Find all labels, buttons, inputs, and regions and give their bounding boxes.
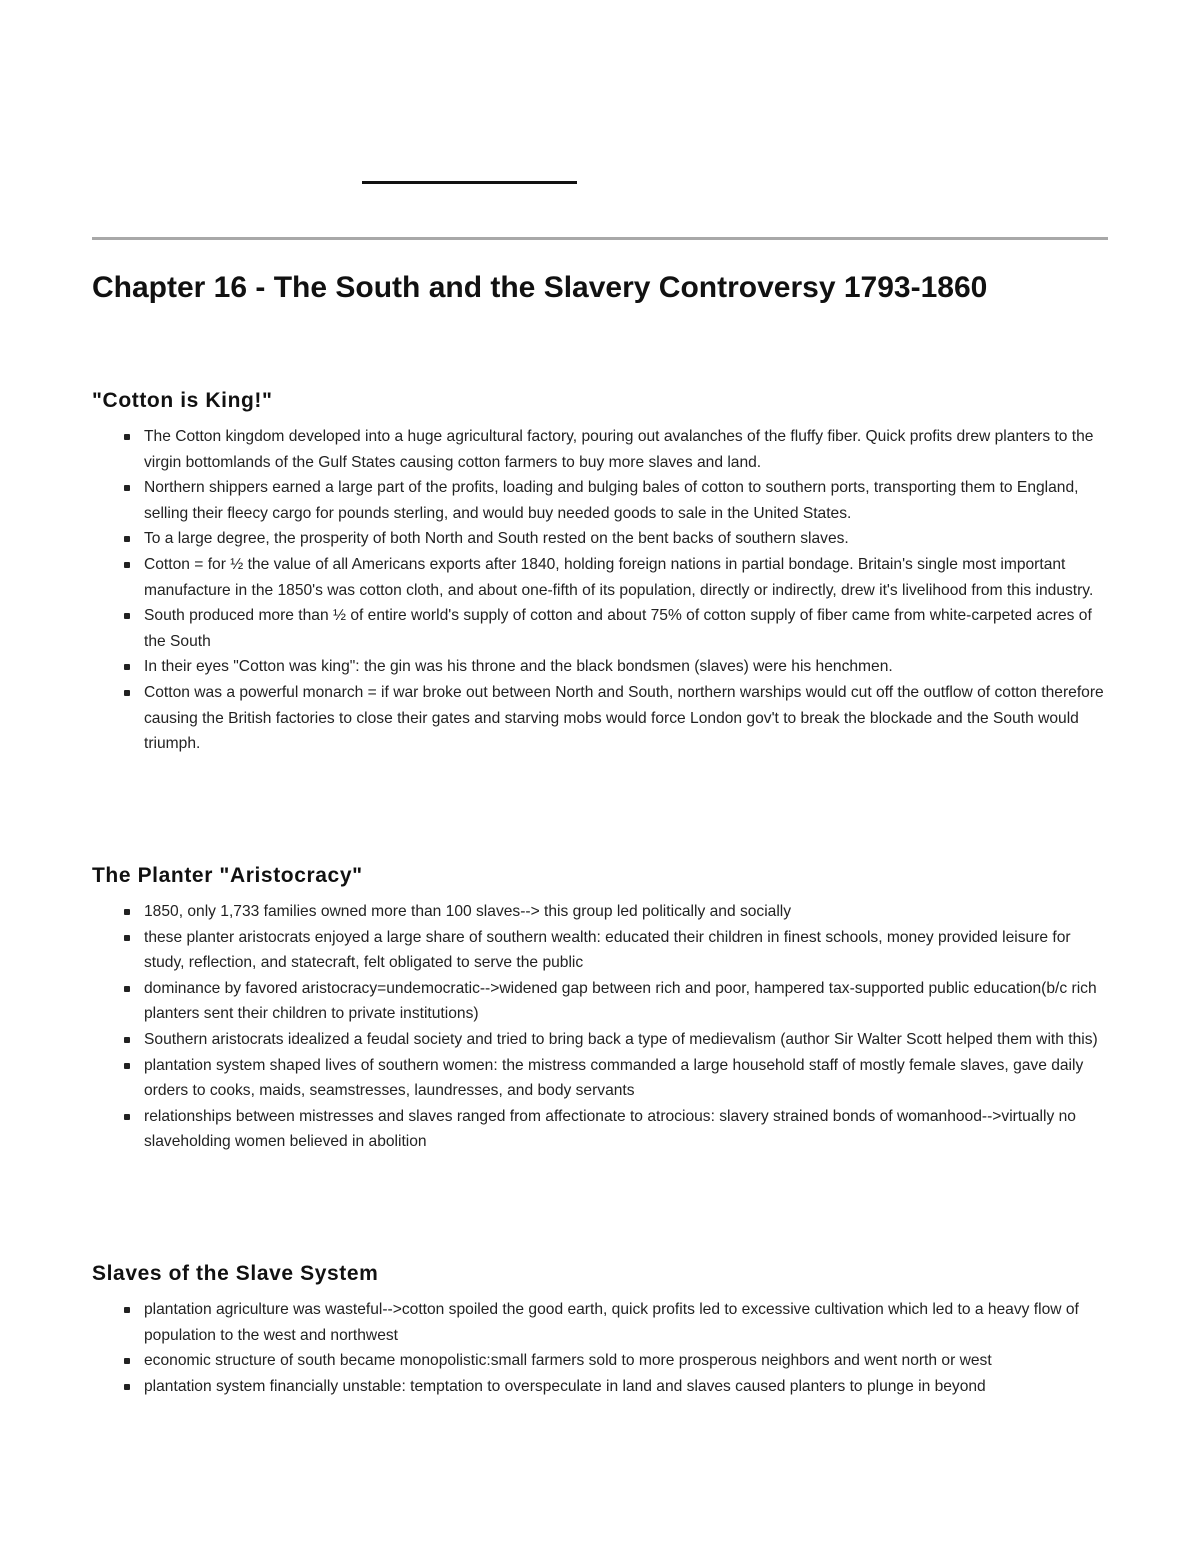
bullet-icon [124,1037,130,1043]
section-heading: "Cotton is King!" [92,389,273,412]
bullet-icon [124,664,130,670]
bullet-icon [124,690,130,696]
page-title: Chapter 16 - The South and the Slavery Controversy 1793-1860 [92,271,988,304]
list-item-text: plantation system shaped lives of southern women: the mistress commanded a large household staff of mostly female slaves, gave daily orders to cooks, maids, seamstresses, laundresses, and body servants [144,1056,1084,1100]
bullet-icon [124,485,130,491]
list-item-text: Cotton = for ½ the value of all Americans exports after 1840, holding foreign nations in partial bondage. Britain's single most important manufacture in the 1850's was cotton cloth, and about one-fifth of its population, directly or indirectly, drew it's livelihood from this industry. [144,555,1094,599]
list-item [92,925,1112,976]
bullet-list [92,899,1112,1155]
name-blank-line [362,181,577,184]
bullet-icon [124,536,130,542]
list-item [92,899,1112,925]
list-item [92,1053,1112,1104]
list-item-text: plantation system financially unstable: temptation to overspeculate in land and slaves caused planters to plunge in beyond [144,1377,986,1395]
list-item [92,976,1112,1027]
bullet-icon [124,935,130,941]
bullet-icon [124,562,130,568]
list-item [92,603,1112,654]
section-heading: Slaves of the Slave System [92,1262,379,1285]
bullet-icon [124,986,130,992]
bullet-icon [124,1114,130,1120]
section-slaves-of-slave-system [92,1260,1112,1399]
bullet-icon [124,434,130,440]
list-item-text: South produced more than ½ of entire world's supply of cotton and about 75% of cotton supply of fiber came from white-carpeted acres of the South [144,607,1092,650]
list-item [92,680,1112,757]
list-item [92,1104,1112,1155]
bullet-icon [124,1358,130,1364]
list-item-text: economic structure of south became monopolistic:small farmers sold to more prosperous neighbors and went north or west [144,1352,992,1370]
bullet-icon [124,1063,130,1069]
list-item-text: these planter aristocrats enjoyed a large share of southern wealth: educated their children in finest schools, money provided leisure for study, reflection, and statecraft, felt obligated to serve the public [144,928,1071,972]
list-item [92,1374,1112,1400]
list-item-text: In their eyes "Cotton was king": the gin was his throne and the black bondsmen (slaves) were his henchmen. [144,658,893,676]
section-cotton-is-king [92,387,1112,757]
header-divider [92,237,1108,240]
list-item-text: relationships between mistresses and slaves ranged from affectionate to atrocious: slavery strained bonds of womanhood-->virtually no slaveholding women believed in abolition [144,1107,1076,1151]
bullet-icon [124,1307,130,1313]
list-item-text: Southern aristocrats idealized a feudal society and tried to bring back a type of medievalism (author Sir Walter Scott helped them with this) [144,1030,1098,1048]
bullet-icon [124,909,130,915]
list-item-text: The Cotton kingdom developed into a huge agricultural factory, pouring out avalanches of the fluffy fiber. Quick profits drew planters to the virgin bottomlands of the Gulf States causing cotton farmers to buy more slaves and land. [144,428,1094,471]
list-item-text: Northern shippers earned a large part of the profits, loading and bulging bales of cotton to southern ports, transporting them to England, selling their fleecy cargo for pounds sterling, and would buy needed goods to sale in the United States. [144,479,1079,522]
list-item [92,1348,1112,1374]
list-item [92,654,1112,680]
section-planter-aristocracy [92,862,1112,1155]
list-item-text: plantation agriculture was wasteful-->cotton spoiled the good earth, quick profits led to excessive cultivation which led to a heavy flow of population to the west and northwest [144,1301,1079,1344]
bullet-icon [124,1384,130,1390]
list-item [92,526,1112,552]
list-item-text: dominance by favored aristocracy=undemocratic-->widened gap between rich and poor, hampered tax-supported public education(b/c rich planters sent their children to private institutions) [144,979,1097,1023]
list-item [92,475,1112,526]
list-item [92,1297,1112,1348]
list-item [92,424,1112,475]
list-item-text: 1850, only 1,733 families owned more than 100 slaves--> this group led politically and socially [144,903,792,920]
list-item-text: To a large degree, the prosperity of both North and South rested on the bent backs of southern slaves. [144,530,849,548]
bullet-icon [124,613,130,619]
list-item-text: Cotton was a powerful monarch = if war broke out between North and South, northern warships would cut off the outflow of cotton therefore causing the British factories to close their gates and starving mobs would force London gov't to break the blockade and the South would triumph. [144,683,1104,753]
list-item [92,1027,1112,1053]
bullet-list [92,1297,1112,1399]
bullet-list [92,424,1112,757]
list-item [92,552,1112,603]
section-heading: The Planter "Aristocracy" [92,864,363,887]
